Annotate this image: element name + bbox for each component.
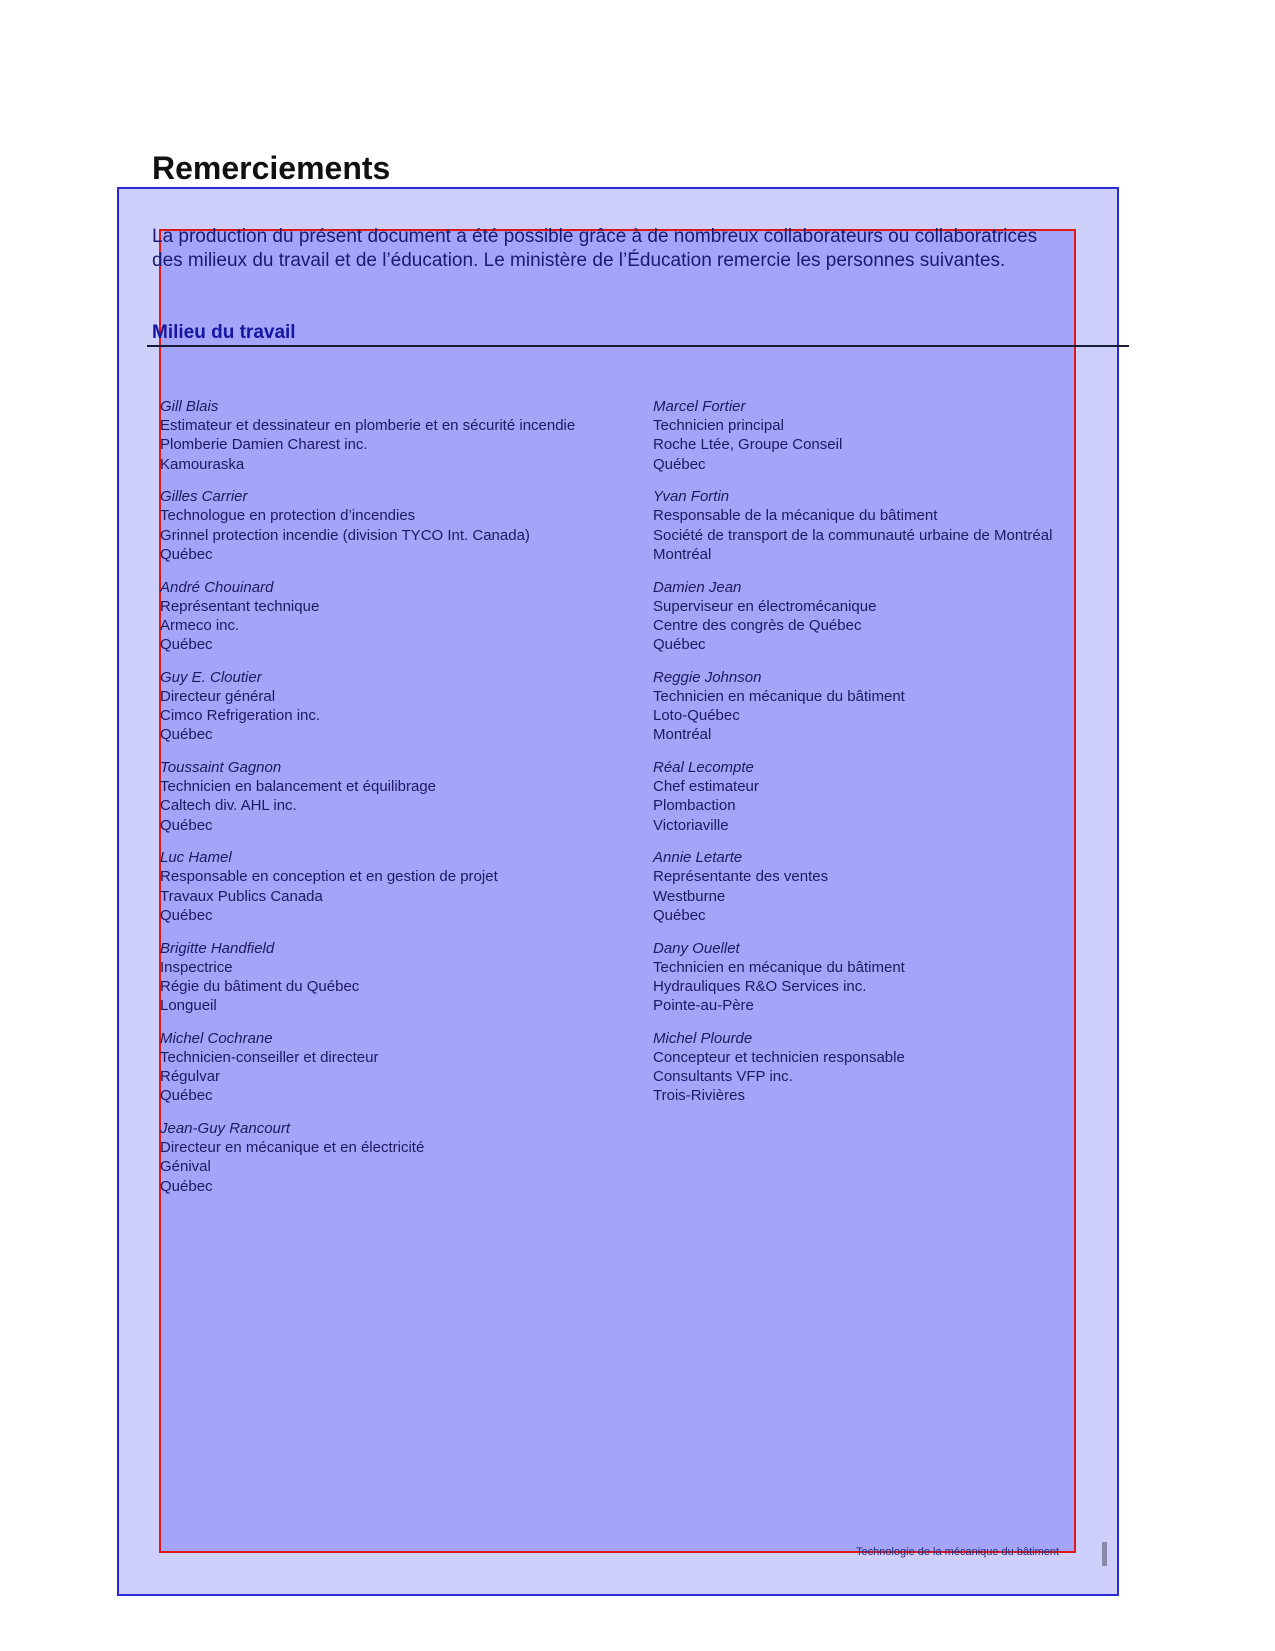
person-title: Directeur général [160,687,276,705]
person-title: Concepteur et technicien responsable [653,1048,905,1066]
person-organization: Roche Ltée, Groupe Conseil [653,436,843,454]
person-title: Responsable de la mécanique du bâtiment [653,507,938,525]
person-entry [653,668,1123,745]
person-location: Québec [653,906,706,924]
left-column [160,397,660,1209]
page-title: Remerciements [152,150,391,186]
person-title: Technicien principal [653,417,784,435]
person-name: Gilles Carrier [160,488,248,506]
intro-paragraph [152,225,1132,273]
person-organization: Plomberie Damien Charest inc. [160,436,368,454]
person-name: Guy E. Cloutier [160,668,262,686]
person-entry [160,487,660,564]
person-title: Technicien en balancement et équilibrage [160,778,437,796]
person-name: Annie Letarte [653,849,743,867]
section-title: Milieu du travail [152,322,296,343]
person-entry [160,1119,660,1196]
person-organization: Caltech div. AHL inc. [160,797,297,815]
person-location: Québec [160,906,213,924]
person-organization: Travaux Publics Canada [160,887,323,905]
person-entry [653,848,1123,925]
person-location: Québec [160,636,213,654]
person-location: Québec [160,816,213,834]
person-location: Longueil [160,997,217,1015]
person-name: Gill Blais [160,398,219,415]
footer-page-marker [1102,1542,1107,1566]
right-column [653,397,1123,1119]
person-organization: Hydrauliques R&O Services inc. [653,977,867,995]
person-organization: Loto-Québec [653,707,740,725]
person-entry [653,939,1123,1016]
person-organization: Centre des congrès de Québec [653,616,862,634]
person-location: Pointe-au-Père [653,997,754,1015]
person-organization: Grinnel protection incendie (division TYCO Int. Canada) [160,526,530,544]
person-organization: Régulvar [160,1068,221,1086]
person-location: Québec [160,1177,213,1195]
person-entry [160,578,660,655]
person-name: Marcel Fortier [653,398,746,415]
person-organization: Génival [160,1158,211,1176]
person-entry [653,578,1123,655]
person-title: Technicien en mécanique du bâtiment [653,958,905,976]
person-title: Représentante des ventes [653,868,829,886]
person-organization: Consultants VFP inc. [653,1068,793,1086]
person-organization: Société de transport de la communauté urbaine de Montréal [653,526,1053,544]
person-title: Superviseur en électromécanique [653,597,877,615]
footer-text: Technologie de la mécanique du bâtiment [856,1546,1060,1558]
person-name: Luc Hamel [160,849,232,867]
intro-line: La production du présent document a été possible grâce à de nombreux collaborateurs ou collaboratrices [152,226,1038,247]
person-location: Québec [160,545,213,563]
person-location: Montréal [653,545,712,563]
person-location: Kamouraska [160,455,245,473]
person-title: Inspectrice [160,958,233,976]
person-organization: Armeco inc. [160,616,240,634]
person-organization: Westburne [653,887,726,905]
section-divider [147,345,1129,347]
person-title: Technicien-conseiller et directeur [160,1048,379,1066]
intro-line: des milieux du travail et de l’éducation. Le ministère de l’Éducation remercie les personnes suivantes. [152,250,1006,271]
person-entry [160,668,660,745]
person-name: Toussaint Gagnon [160,759,282,776]
person-location: Trois-Rivières [653,1087,745,1105]
person-title: Représentant technique [160,597,320,615]
person-entry [160,397,660,474]
person-location: Québec [653,636,706,654]
person-location: Victoriaville [653,816,729,834]
person-name: Damien Jean [653,578,742,596]
person-title: Technologue en protection d’incendies [160,507,416,525]
person-location: Montréal [653,726,712,744]
person-entry [653,397,1123,474]
person-entry [160,758,660,835]
person-entry [653,758,1123,835]
person-entry [160,848,660,925]
person-organization: Plombaction [653,797,736,815]
person-organization: Cimco Refrigeration inc. [160,707,321,725]
person-name: Yvan Fortin [653,488,730,506]
person-name: Michel Plourde [653,1029,753,1047]
person-name: André Chouinard [160,578,274,596]
person-entry [653,1029,1123,1106]
person-name: Jean-Guy Rancourt [160,1120,291,1137]
person-title: Technicien en mécanique du bâtiment [653,687,905,705]
person-name: Brigitte Handfield [160,939,275,957]
person-name: Réal Lecompte [653,759,754,776]
person-entry [160,1029,660,1106]
person-name: Michel Cochrane [160,1029,273,1047]
person-location: Québec [160,1087,213,1105]
person-location: Québec [160,726,213,744]
person-title: Directeur en mécanique et en électricité [160,1139,425,1157]
person-organization: Régie du bâtiment du Québec [160,977,360,995]
person-title: Estimateur et dessinateur en plomberie et en sécurité incendie [160,417,576,435]
person-location: Québec [653,455,706,473]
person-entry [653,487,1123,564]
person-title: Responsable en conception et en gestion de projet [160,868,498,886]
person-entry [160,939,660,1016]
person-name: Reggie Johnson [653,668,762,686]
person-title: Chef estimateur [653,778,759,796]
person-name: Dany Ouellet [653,939,740,957]
